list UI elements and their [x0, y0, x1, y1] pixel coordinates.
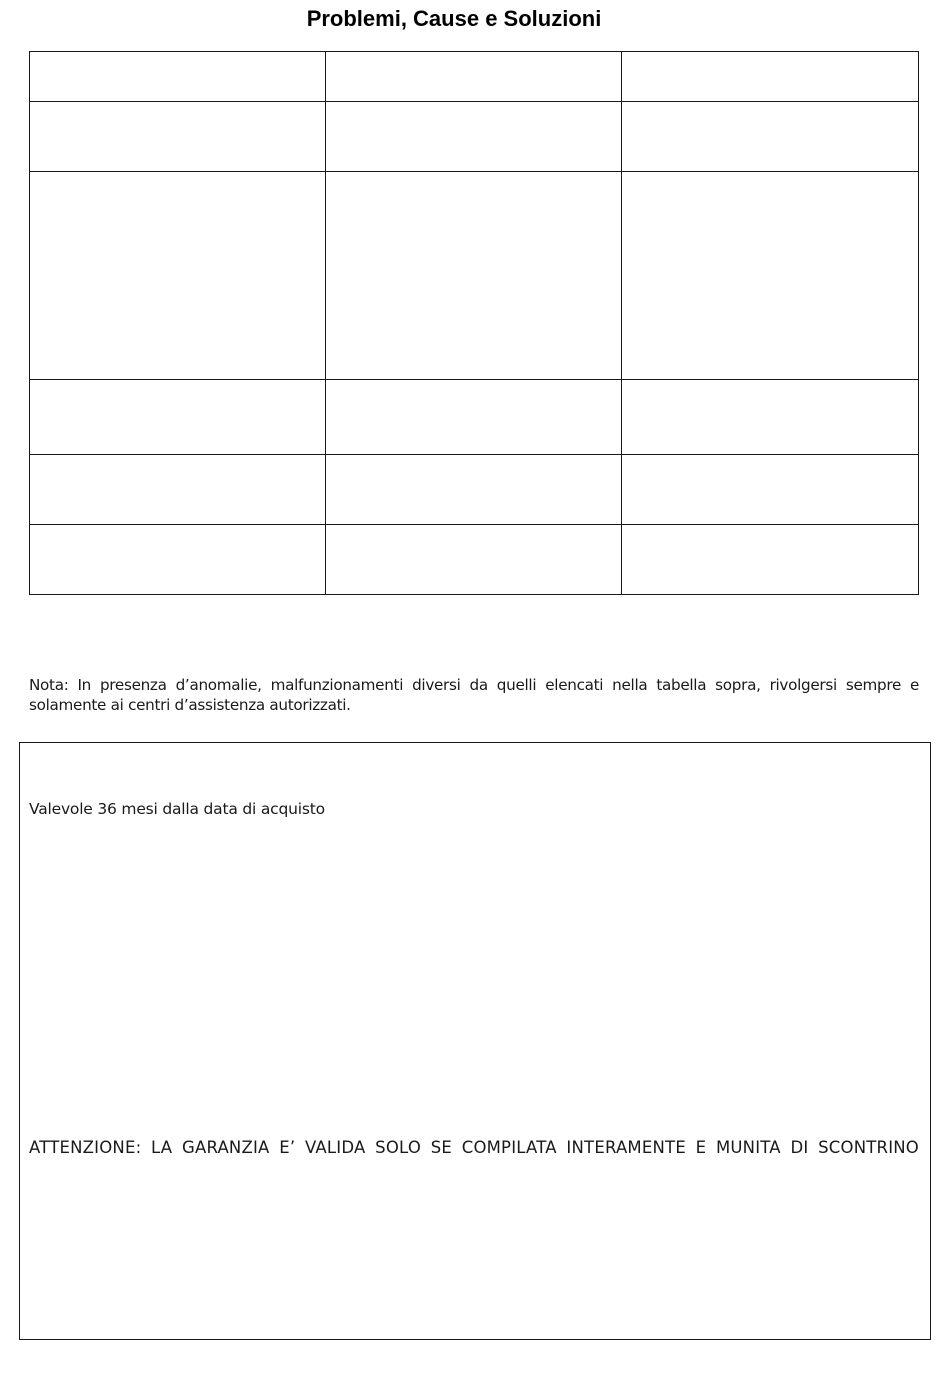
- table-cell: [622, 525, 919, 595]
- table-cell: [326, 172, 622, 380]
- table-cell: [30, 455, 326, 525]
- problems-table: [29, 51, 919, 595]
- table-row: [30, 380, 919, 455]
- table-cell: [30, 525, 326, 595]
- table-row: [30, 102, 919, 172]
- table-cell: [622, 380, 919, 455]
- table-cell: [30, 102, 326, 172]
- table-cell: [326, 525, 622, 595]
- table-cell: [622, 455, 919, 525]
- table-row: [30, 52, 919, 102]
- warranty-validity: Valevole 36 mesi dalla data di acquisto: [29, 800, 325, 818]
- table-row: [30, 172, 919, 380]
- warranty-card: [19, 742, 931, 1340]
- warranty-attention: ATTENZIONE: LA GARANZIA E’ VALIDA SOLO SE COMPILATA INTERAMENTE E MUNITA DI SCONTRINO: [29, 1138, 919, 1157]
- table-cell: [30, 172, 326, 380]
- table-cell: [30, 380, 326, 455]
- table-cell: [326, 455, 622, 525]
- table-row: [30, 455, 919, 525]
- table-row: [30, 525, 919, 595]
- table-cell: [622, 172, 919, 380]
- table-cell: [326, 102, 622, 172]
- note-text: Nota: In presenza d’anomalie, malfunzionamenti diversi da quelli elencati nella tabella sopra, rivolgersi sempre e solamente ai centri d’assistenza autorizzati.: [29, 676, 919, 714]
- page-title: Problemi, Cause e Soluzioni: [306, 6, 602, 31]
- table-cell: [30, 52, 326, 102]
- table-cell: [326, 380, 622, 455]
- table-cell: [622, 52, 919, 102]
- table-cell: [622, 102, 919, 172]
- table-cell: [326, 52, 622, 102]
